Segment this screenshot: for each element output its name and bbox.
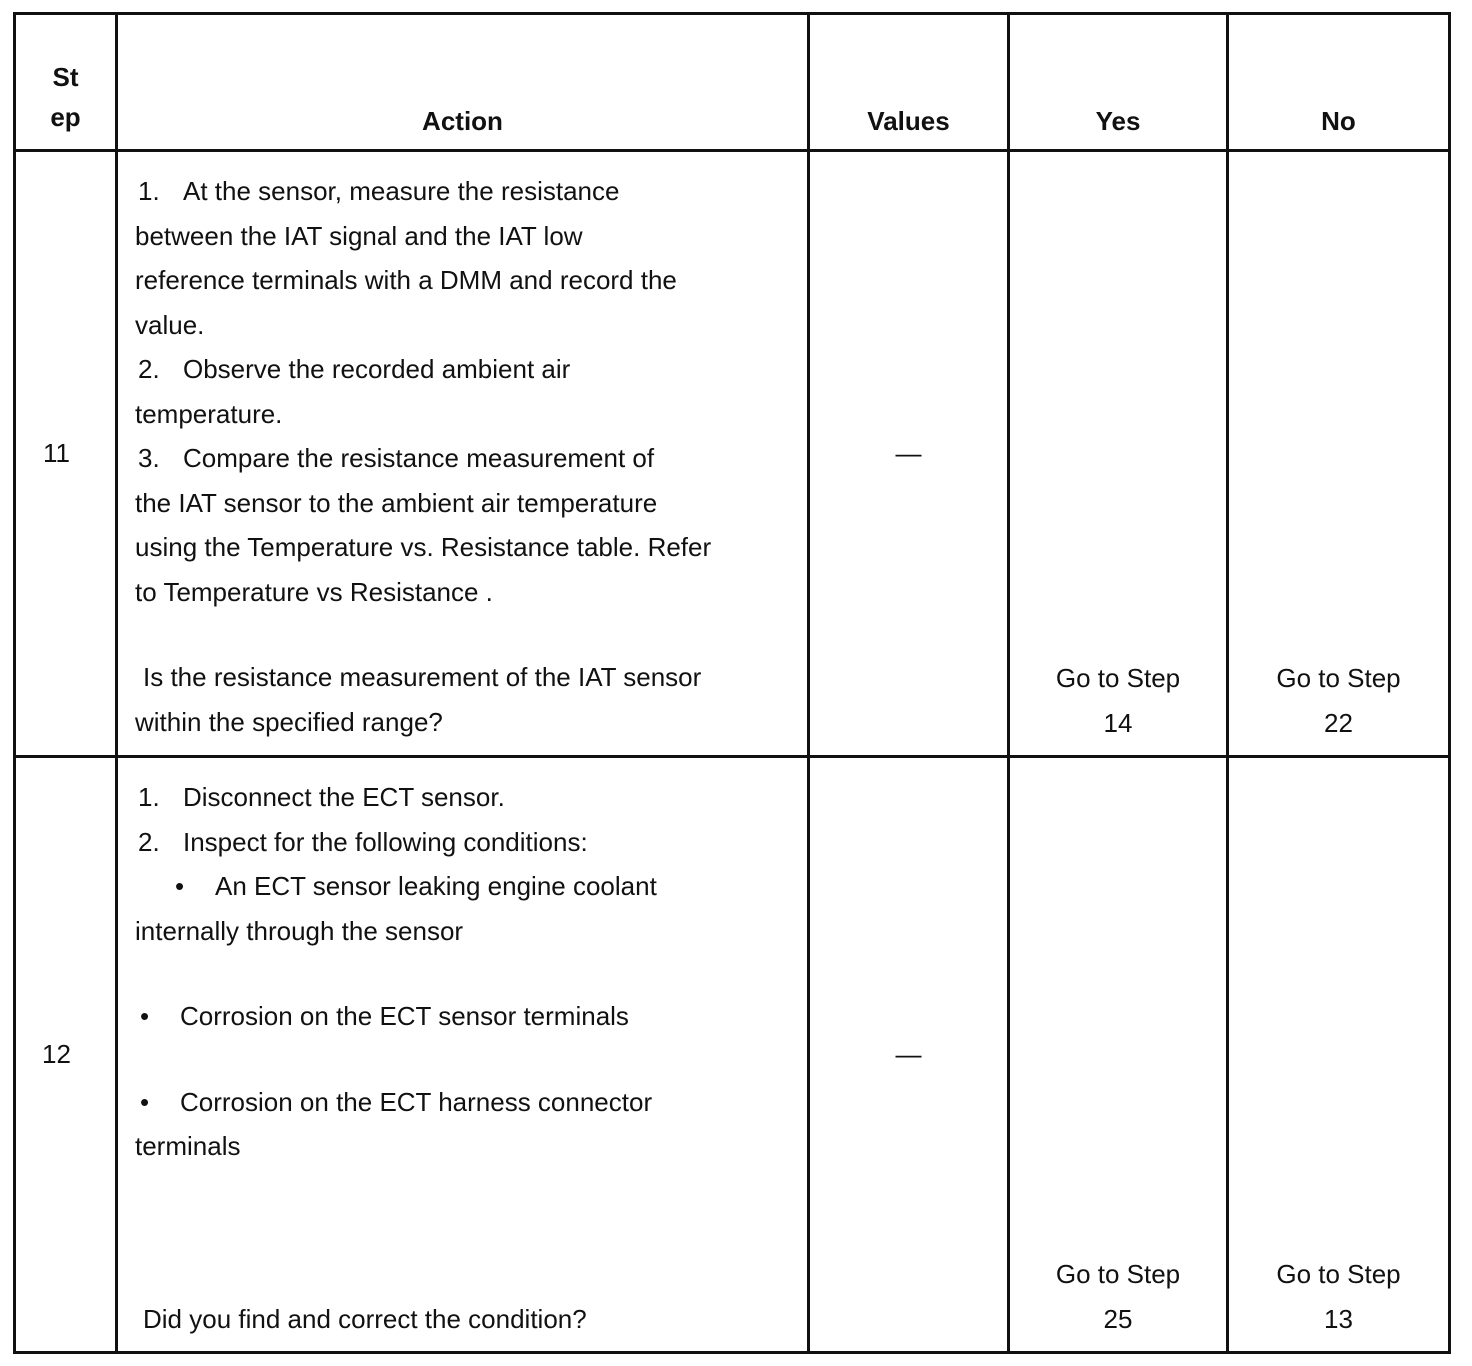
action-line: reference terminals with a DMM and record the xyxy=(135,265,677,295)
yes-goto-step: 25 xyxy=(1103,1303,1133,1334)
action-cell xyxy=(117,757,809,1353)
header-action: Action xyxy=(117,14,809,151)
header-yes: Yes xyxy=(1009,14,1228,151)
yes-goto-step: 14 xyxy=(1103,707,1133,738)
no-goto-step: 22 xyxy=(1324,707,1353,738)
action-line: 2. Observe the recorded ambient air xyxy=(138,354,571,384)
no-goto-step: 13 xyxy=(1324,1303,1353,1334)
values-cell: — xyxy=(809,757,1009,1353)
action-line: 2. Inspect for the following conditions: xyxy=(138,826,588,857)
table-row xyxy=(15,757,1450,1353)
yes-goto-label: Go to Step xyxy=(1055,663,1181,693)
diagnostic-table xyxy=(13,12,1451,1354)
header-step-line2: ep xyxy=(50,102,81,132)
table-row xyxy=(15,151,1450,757)
action-line: • Corrosion on the ECT sensor terminals xyxy=(140,1001,629,1031)
action-line: to Temperature vs Resistance . xyxy=(135,576,493,607)
yes-cell xyxy=(1009,151,1228,757)
yes-goto-label: Go to Step xyxy=(1055,1259,1181,1289)
action-line: using the Temperature vs. Resistance table. Refer xyxy=(135,532,712,562)
no-goto-label: Go to Step xyxy=(1276,663,1401,693)
action-line: 3. Compare the resistance measurement of xyxy=(138,443,655,473)
yes-cell xyxy=(1009,757,1228,1353)
step-number: 12 xyxy=(15,757,117,1353)
action-line: • Corrosion on the ECT harness connector xyxy=(140,1086,653,1117)
action-cell xyxy=(117,151,809,757)
action-line: • An ECT sensor leaking engine coolant xyxy=(175,871,657,901)
header-step xyxy=(15,14,117,151)
question-line: Is the resistance measurement of the IAT sensor xyxy=(143,662,702,692)
action-line: temperature. xyxy=(135,398,283,429)
header-no: No xyxy=(1228,14,1450,151)
header-step-line1: St xyxy=(52,62,79,92)
header-row xyxy=(15,14,1450,151)
no-cell xyxy=(1228,757,1450,1353)
action-line: between the IAT signal and the IAT low xyxy=(135,220,583,251)
step-number: 11 xyxy=(15,151,117,757)
question-line: Did you find and correct the condition? xyxy=(143,1303,587,1334)
values-cell: — xyxy=(809,151,1009,757)
action-line: value. xyxy=(135,309,205,340)
no-cell xyxy=(1228,151,1450,757)
question-line: within the specified range? xyxy=(135,706,443,737)
no-goto-label: Go to Step xyxy=(1276,1259,1401,1289)
header-values: Values xyxy=(809,14,1009,151)
action-line: 1. Disconnect the ECT sensor. xyxy=(138,782,505,812)
action-line: 1. At the sensor, measure the resistance xyxy=(138,176,620,206)
action-line: the IAT sensor to the ambient air temperature xyxy=(135,487,658,518)
action-line: internally through the sensor xyxy=(135,915,464,946)
action-line: terminals xyxy=(135,1131,241,1161)
